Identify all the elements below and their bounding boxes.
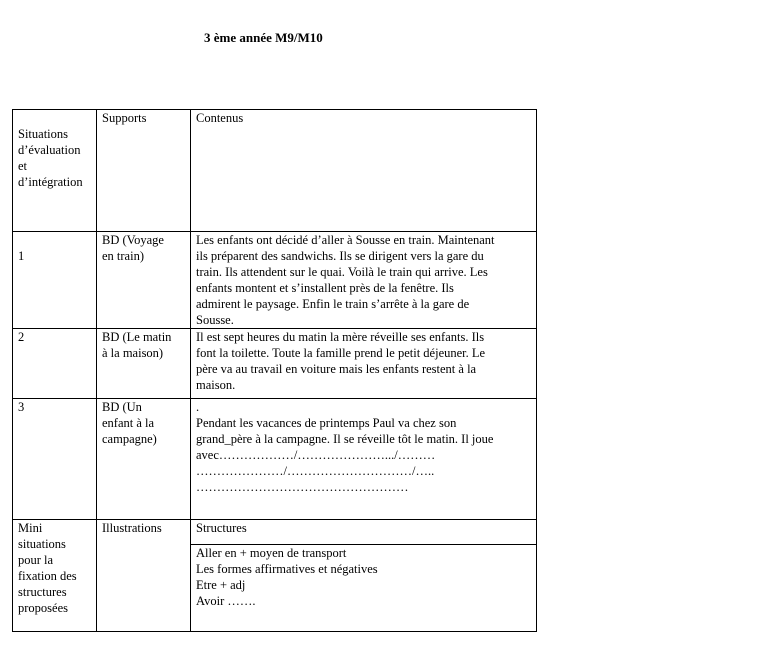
mini-support-cell (97, 520, 191, 632)
table-header-row (13, 110, 537, 232)
structure-item: Avoir ……. (196, 594, 256, 608)
table-row (13, 329, 537, 399)
row-content-line: enfants montent et s’installent près de la fenêtre. Ils (196, 281, 454, 295)
mini-label-line: situations (18, 537, 66, 551)
row-content-cell (191, 329, 537, 399)
header-situations-line: d’évaluation (18, 143, 81, 157)
header-situations-line: d’intégration (18, 175, 83, 189)
row-content-line: admirent le paysage. Enfin le train s’arrête à la gare de (196, 297, 470, 311)
row-number-cell (13, 329, 97, 399)
row-number-cell (13, 232, 97, 329)
row-support-cell (97, 399, 191, 520)
mini-label-line: Mini (18, 521, 43, 535)
row-support-line: en train) (102, 249, 144, 263)
row-content-line: train. Ils attendent sur le quai. Voilà le train qui arrive. Les (196, 265, 488, 279)
row-support-cell (97, 329, 191, 399)
row-content-line: avec………………/………………….../……… (196, 448, 436, 462)
row-content-line: grand_père à la campagne. Il se réveille tôt le matin. Il joue (196, 432, 494, 446)
mini-support: Illustrations (102, 521, 162, 535)
mini-label-line: pour la (18, 553, 54, 567)
header-situations-line: et (18, 159, 28, 173)
header-contenus: Contenus (196, 111, 244, 125)
row-support-line: enfant à la (102, 416, 155, 430)
evaluation-table (12, 109, 537, 632)
mini-label-line: structures (18, 585, 67, 599)
row-content-line: …………………………………………… (196, 480, 409, 494)
row-number: 2 (18, 330, 25, 344)
row-content-line: Il est sept heures du matin la mère réveille ses enfants. Ils (196, 330, 485, 344)
table-row (13, 232, 537, 329)
row-content-line: Sousse. (196, 313, 234, 327)
row-support-cell (97, 232, 191, 329)
table-row (13, 399, 537, 520)
mini-label-line: fixation des (18, 569, 77, 583)
row-support-line: à la maison) (102, 346, 164, 360)
mini-label-line: proposées (18, 601, 68, 615)
row-content-line: font la toilette. Toute la famille prend le petit déjeuner. Le (196, 346, 486, 360)
row-number-cell (13, 399, 97, 520)
row-content-line: père va au travail en voiture mais les enfants restent à la (196, 362, 477, 376)
header-situations-line: Situations (18, 127, 69, 141)
row-content-line: . (196, 400, 200, 414)
row-content-cell (191, 232, 537, 329)
header-supports: Supports (102, 111, 147, 125)
header-contenus-cell (191, 110, 537, 232)
header-situations-cell (13, 110, 97, 232)
row-support-line: BD (Voyage (102, 233, 164, 247)
structures-header-cell (191, 520, 537, 545)
structures-cell (191, 545, 537, 632)
header-supports-cell (97, 110, 191, 232)
row-number: 1 (18, 249, 25, 263)
row-support-line: BD (Le matin (102, 330, 172, 344)
row-content-cell (191, 399, 537, 520)
row-support-line: BD (Un (102, 400, 142, 414)
row-content-line: ils préparent des sandwichs. Ils se dirigent vers la gare du (196, 249, 484, 263)
structure-item: Aller en + moyen de transport (196, 546, 347, 560)
row-content-line: …………………/…………………………/….. (196, 464, 435, 478)
structure-item: Les formes affirmatives et négatives (196, 562, 378, 576)
row-content-line: Les enfants ont décidé d’aller à Sousse en train. Maintenant (196, 233, 495, 247)
mini-row-header (13, 520, 537, 545)
row-content-line: maison. (196, 378, 236, 392)
mini-label-cell (13, 520, 97, 632)
document-title: 3 ème année M9/M10 (204, 30, 323, 45)
structures-header: Structures (196, 521, 247, 535)
row-support-line: campagne) (102, 432, 157, 446)
row-number: 3 (18, 400, 25, 414)
row-content-line: Pendant les vacances de printemps Paul va chez son (196, 416, 457, 430)
structure-item: Etre + adj (196, 578, 246, 592)
